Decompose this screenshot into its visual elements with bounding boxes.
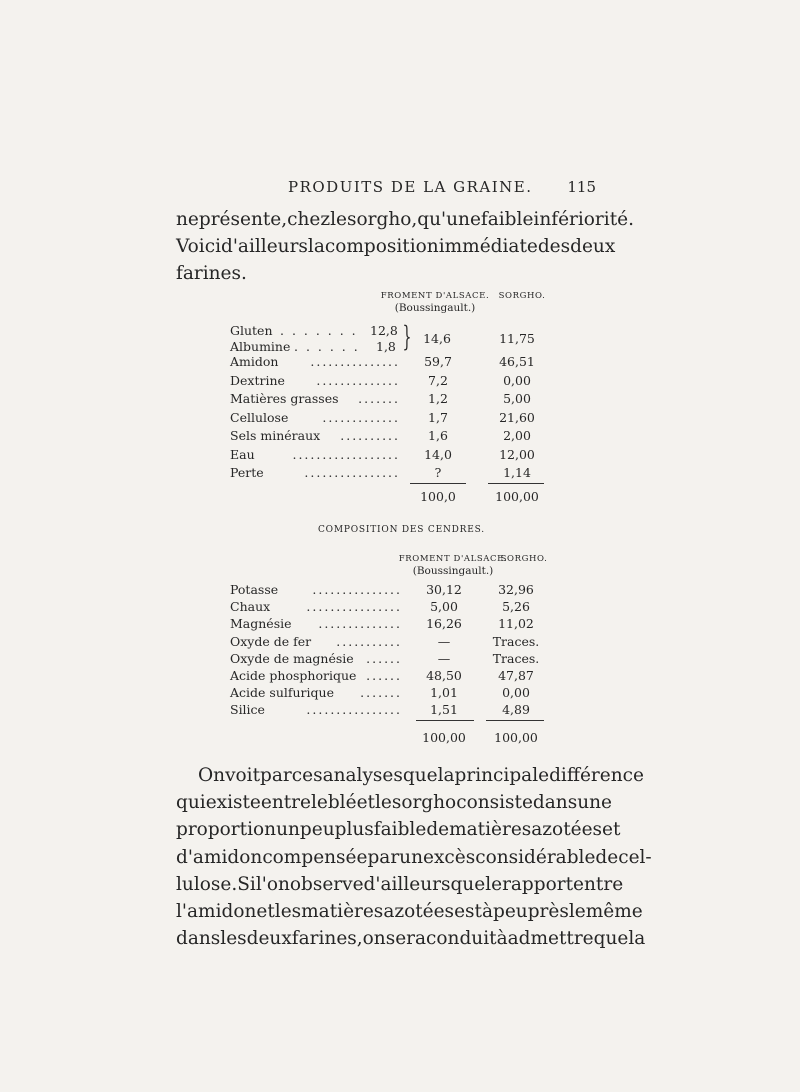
row-label: Magnésie (230, 616, 292, 632)
froment-value: 48,50 (426, 668, 462, 683)
sorgho-value: 47,87 (498, 668, 534, 683)
row-label: Acide sulfurique (230, 685, 334, 701)
dot-leader: .................. (292, 446, 400, 462)
text-line: qui existe entre le blé et le sorgho consiste dans une (176, 792, 612, 814)
froment-value: ? (434, 465, 442, 480)
table-row (230, 464, 560, 481)
dot-leader: ....... (358, 391, 400, 406)
total-rule (486, 720, 544, 721)
table-row (230, 684, 560, 701)
dot-leader: .......... (340, 428, 400, 443)
text-line: On voit par ces analyses que la principale différence (198, 765, 644, 786)
brace-total: 14,6 (423, 331, 451, 346)
froment-value: — (437, 633, 451, 649)
sorgho-value: 46,51 (499, 354, 535, 369)
sorgho-value: 0,00 (502, 685, 530, 701)
page-header (176, 178, 596, 202)
row-label: Oxyde de fer (230, 633, 312, 649)
table-row (230, 372, 560, 389)
text-line: proportion un peu plus faible de matières azotées et (176, 819, 621, 841)
table-row (230, 615, 560, 632)
table-row (230, 409, 560, 426)
dot-leader: ...... (366, 668, 402, 683)
table-row (230, 598, 560, 615)
froment-value: — (437, 650, 451, 666)
brace-sum-row (230, 330, 560, 347)
froment-value: 1,2 (428, 391, 448, 406)
dot-leader: ............... (310, 354, 400, 369)
total-sorgho: 100,00 (495, 489, 539, 504)
column-header-froment: FROMENT D'ALSACE. (Boussingault.) (380, 291, 490, 314)
total-froment: 100,00 (422, 730, 466, 745)
sorgho-value: Traces. (492, 633, 540, 649)
froment-value: 16,26 (426, 616, 462, 632)
froment-value: 5,00 (430, 599, 458, 615)
dot-leader: .............. (316, 372, 400, 388)
row-label: Chaux (230, 599, 271, 615)
sorgho-value: 5,26 (502, 599, 530, 615)
column-header-sorgho: SORGHO. (500, 554, 548, 564)
column-header-sorgho: SORGHO. (498, 291, 546, 301)
dot-leader: ....... (360, 685, 402, 701)
text-line: d'amidon compensée par un excès considérable de cel- (176, 846, 652, 868)
row-label: Matières grasses (230, 391, 339, 406)
row-label: Albumine (230, 339, 291, 354)
froment-value: 1,01 (430, 685, 458, 701)
row-label: Silice (230, 702, 265, 718)
sorgho-value: 11,02 (498, 616, 534, 632)
table-row (230, 701, 560, 718)
dot-leader: ............... (312, 582, 402, 597)
row-label: Dextrine (230, 372, 285, 388)
running-title: PRODUITS DE LA GRAINE. (288, 178, 533, 196)
froment-value: 1,6 (428, 428, 448, 443)
row-label: Perte (230, 465, 264, 480)
row-label: Amidon (230, 354, 279, 369)
text-line: l'amidon et les matières azotées est à peu près le même (176, 901, 643, 923)
froment-value: 1,7 (428, 409, 448, 425)
total-sorgho: 100,00 (494, 730, 538, 745)
text-line: lulose. Si l'on observe d'ailleurs que le rapport entre (176, 873, 624, 895)
text-line: Voici d'ailleurs la composition immédiate des deux (176, 236, 616, 257)
brace-sorgho: 11,75 (499, 331, 535, 346)
table-row: Gluten . . . . . . . 12,8 (230, 323, 398, 338)
row-label: Oxyde de magnésie (230, 650, 354, 666)
sorgho-value: 12,00 (499, 446, 535, 462)
text-line: ne présente, chez le sorgho, qu'une faible infériorité. (176, 209, 634, 230)
intro-paragraph (176, 206, 634, 287)
dot-leader: ................ (306, 702, 402, 718)
sorgho-value: 0,00 (503, 372, 531, 388)
row-value: 12,8 (370, 323, 398, 338)
row-label: Eau (230, 446, 255, 462)
dot-leader: ................ (304, 465, 400, 480)
dot-leader: ........... (336, 633, 402, 649)
total-rule (416, 720, 474, 721)
table-row (230, 633, 560, 650)
froment-value: 30,12 (426, 582, 462, 597)
section-title: COMPOSITION DES CENDRES. (318, 525, 485, 535)
row-value: 1,8 (376, 339, 396, 354)
total-rule (410, 483, 466, 484)
froment-value: 14,0 (424, 446, 452, 462)
dot-leader: ............. (322, 409, 400, 425)
table-row (230, 446, 560, 463)
sorgho-value: 21,60 (499, 409, 535, 425)
row-label: Acide phosphorique (230, 668, 357, 683)
row-label: Sels minéraux (230, 428, 321, 443)
sorgho-value: 2,00 (503, 428, 531, 443)
froment-value: 59,7 (424, 354, 452, 369)
table-row (230, 581, 560, 598)
total-rule (488, 483, 544, 484)
page-number: 115 (567, 178, 596, 196)
dot-leader: ...... (366, 650, 402, 666)
row-label: Cellulose (230, 409, 289, 425)
dot-leader: ................ (306, 599, 402, 615)
brace-symbol: } (402, 320, 412, 353)
table-row (230, 667, 560, 684)
column-header-froment: FROMENT D'ALSACE. (Boussingault.) (398, 554, 508, 577)
dot-leader: .............. (318, 616, 402, 632)
row-label: Potasse (230, 582, 279, 597)
total-row (230, 488, 560, 505)
conclusion-paragraph (176, 762, 652, 952)
total-row (230, 729, 560, 746)
text-line: dans les deux farines, on sera conduit à admettre que la (176, 928, 646, 950)
froment-value: 1,51 (430, 702, 458, 718)
table-row (230, 390, 560, 407)
table-row (230, 650, 560, 667)
sorgho-value: 32,96 (498, 582, 534, 597)
sorgho-value: Traces. (492, 650, 540, 666)
total-froment: 100,0 (420, 489, 456, 504)
text-line: farines. (176, 263, 247, 284)
table-row: Albumine . . . . . . 1,8 (230, 339, 396, 354)
froment-value: 7,2 (428, 372, 448, 388)
table-row (230, 427, 560, 444)
sorgho-value: 5,00 (503, 391, 531, 406)
sorgho-value: 1,14 (503, 465, 531, 480)
sorgho-value: 4,89 (502, 702, 530, 718)
row-label: Gluten (230, 323, 273, 338)
table-row (230, 353, 560, 370)
